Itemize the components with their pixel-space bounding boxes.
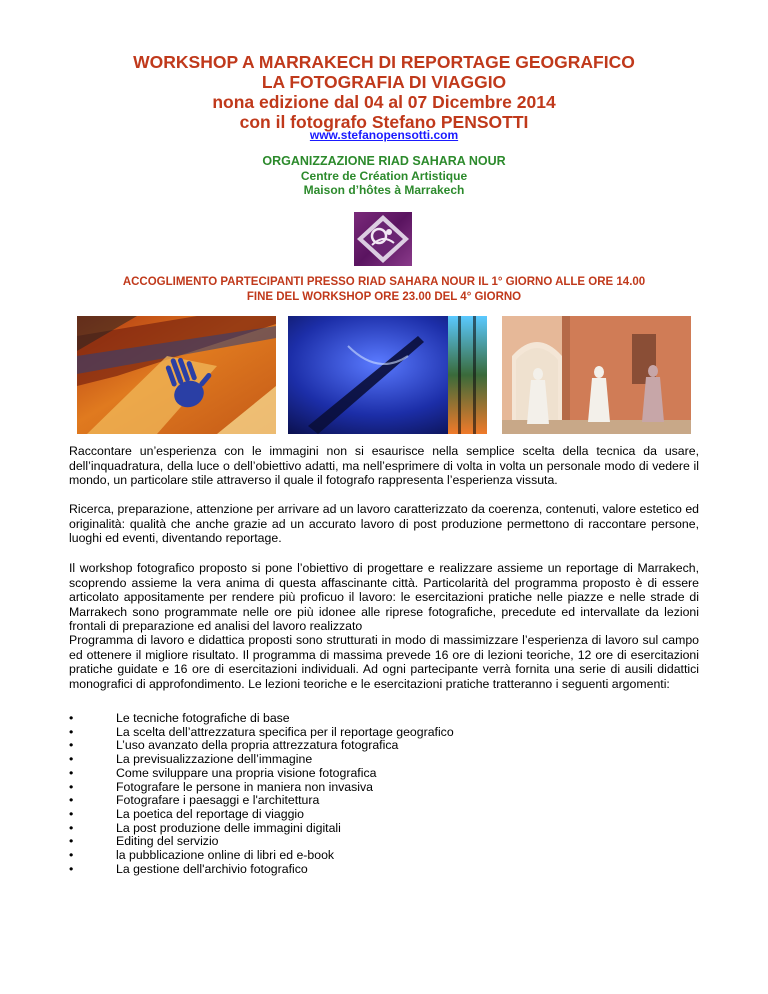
document-title xyxy=(0,52,768,132)
end-info: FINE DEL WORKSHOP ORE 23.00 DEL 4° GIORNO xyxy=(246,290,522,303)
women-walking-wall-photo xyxy=(502,316,691,434)
schedule-block xyxy=(0,275,768,304)
bullet-icon: • xyxy=(69,848,74,863)
list-item: • Come sviluppare una propria visione fotografica xyxy=(69,765,377,780)
paragraph-3: Il workshop fotografico proposto si pone l’obiettivo di progettare e realizzare assieme un reportage di Marrakech, scoprendo assieme la vera anima di questa affascinante città. Particolarità del programma proposto è di essere articolato appositamente per rendere più proficuo il lavoro: le esercitazioni pratiche nelle piazze e nelle strade di Marrakech sono programmate nelle ore più idonee alle riprese fotografiche, precedute ed intervallate da lezioni frontali di preparazione ed analisi del lavoro realizzato xyxy=(69,561,699,633)
list-item: • La post produzione delle immagini digitali xyxy=(69,820,341,835)
list-item: • La scelta dell’attrezzatura specifica per il reportage geografico xyxy=(69,724,454,739)
paragraph-1: Raccontare un’esperienza con le immagini non si esaurisce nella semplice scelta della tecnica da usare, dell’inquadratura, della luce o dell’obiettivo adatti, ma nell’esprimere di volta in volta un personale modo di vedere il mondo, un particolare stile attraverso il quale il fotografo rappresenta l’esperienza vissuta. xyxy=(69,444,699,487)
arrival-info: ACCOGLIMENTO PARTECIPANTI PRESSO RIAD SAHARA NOUR IL 1° GIORNO ALLE ORE 14.00 xyxy=(122,276,646,288)
bullet-icon: • xyxy=(69,834,74,849)
painted-hand-art-photo xyxy=(77,316,276,434)
bullet-icon: • xyxy=(69,738,74,753)
list-item: • Fotografare i paesaggi e l'architettura xyxy=(69,793,320,808)
organization-subtitle: Centre de Création Artistique xyxy=(300,168,468,183)
blue-window-light-photo xyxy=(288,316,487,434)
bullet-icon: • xyxy=(69,793,74,808)
riad-logo-icon xyxy=(354,212,412,266)
bullet-icon: • xyxy=(69,765,74,780)
title-line-1: WORKSHOP A MARRAKECH DI REPORTAGE GEOGRAFICO xyxy=(133,52,635,72)
topics-list xyxy=(69,712,699,876)
title-line-4: con il fotografo Stefano PENSOTTI xyxy=(239,112,529,132)
list-item: • La gestione dell'archivio fotografico xyxy=(69,861,308,876)
bullet-icon: • xyxy=(69,752,74,767)
website-link[interactable]: www.stefanopensotti.com xyxy=(309,128,459,142)
organization-tagline: Maison d’hôtes à Marrakech xyxy=(303,183,465,197)
bullet-icon: • xyxy=(69,779,74,794)
list-item: • la pubblicazione online di libri ed e-book xyxy=(69,848,335,863)
title-line-2: LA FOTOGRAFIA DI VIAGGIO xyxy=(261,72,507,92)
bullet-icon: • xyxy=(69,861,74,876)
list-item: • La poetica del reportage di viaggio xyxy=(69,806,305,821)
list-item: • Le tecniche fotografiche di base xyxy=(69,711,290,725)
bullet-icon: • xyxy=(69,724,74,739)
organization-block xyxy=(0,154,768,198)
bullet-icon: • xyxy=(69,806,74,821)
paragraph-4: Programma di lavoro e didattica proposti sono strutturati in modo di massimizzare l’esperienza di lavoro sul campo ed ottenere il migliore risultato. Il programma di massima prevede 16 ore di lezioni teoriche, 12 ore di esercitazioni pratiche guidate e 16 ore di esercitazioni individuali. Ad ogni partecipante verrà fornita una serie di ausili didattici monografici di approfondimento. Le lezioni teoriche e le esercitazioni pratiche tratteranno i seguenti argomenti: xyxy=(69,633,699,691)
list-item: • Fotografare le persone in maniera non invasiva xyxy=(69,779,374,794)
paragraph-2: Ricerca, preparazione, attenzione per arrivare ad un lavoro caratterizzato da coerenza, contenuti, valore estetico ed originalità: qualità che anche grazie ad un accurato lavoro di post produzione permettono di raccontare persone, luoghi ed eventi, diventando reportage. xyxy=(69,502,699,545)
list-item: • Editing del servizio xyxy=(69,834,219,849)
bullet-icon: • xyxy=(69,820,74,835)
organization-name: ORGANIZZAZIONE RIAD SAHARA NOUR xyxy=(262,154,506,168)
bullet-icon: • xyxy=(69,711,74,725)
title-line-3: nona edizione dal 04 al 07 Dicembre 2014 xyxy=(212,92,556,112)
list-item: • L’uso avanzato della propria attrezzatura fotografica xyxy=(69,738,399,753)
list-item: • La previsualizzazione dell’immagine xyxy=(69,752,313,767)
